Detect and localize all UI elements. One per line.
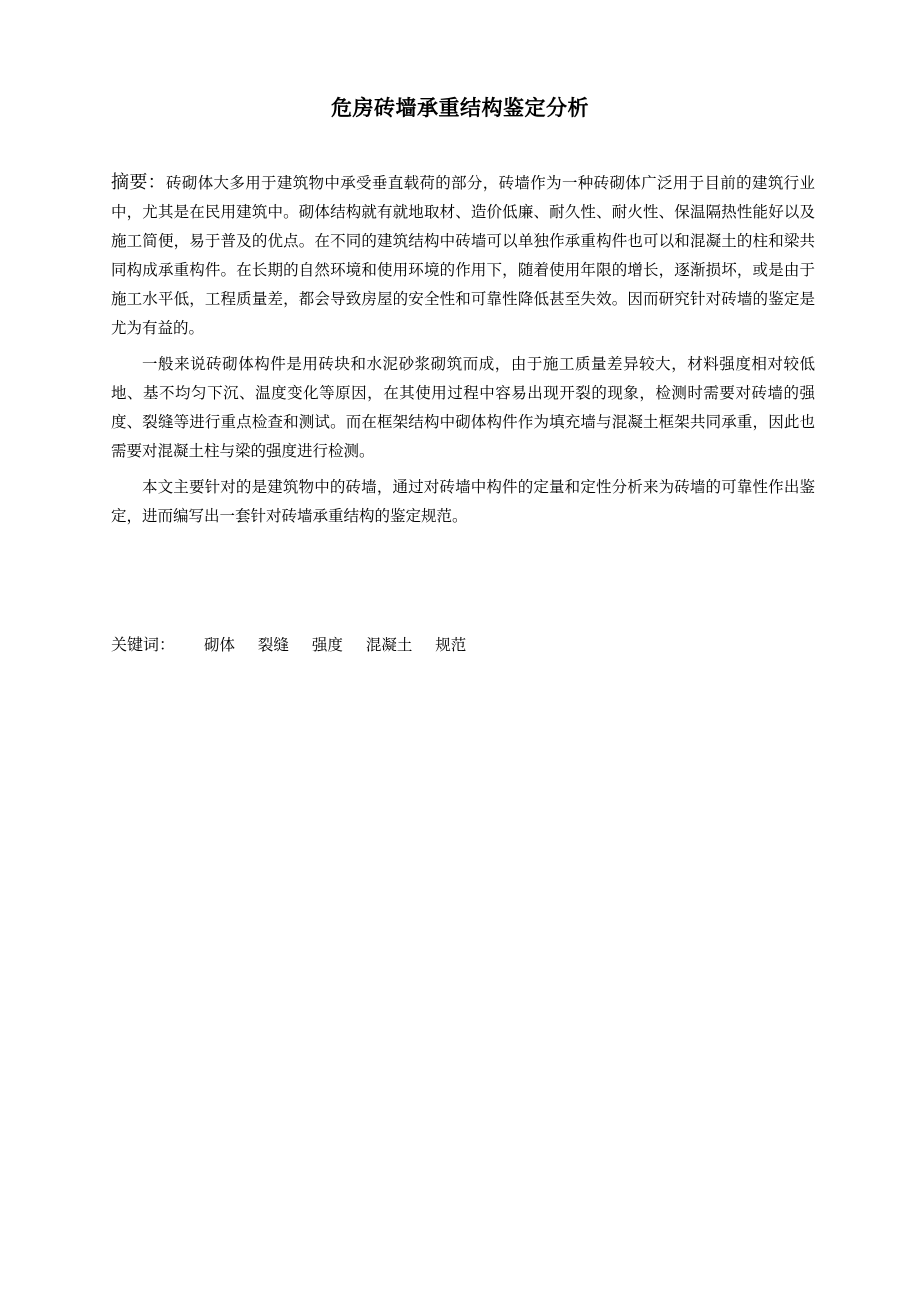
keyword-item: 砌体 [203,636,235,654]
abstract-paragraph-1 [111,168,815,343]
keyword-item: 强度 [311,636,343,654]
abstract-text-1: 砖砌体大多用于建筑物中承受垂直载荷的部分，砖墙作为一种砖砌体广泛用于目前的建筑行业中，尤其是在民用建筑中。砌体结构就有就地取材、造价低廉、耐久性、耐火性、保温隔热性能好以及施工简便，易于普及的优点。在不同的建筑结构中砖墙可以单独作承重构件也可以和混凝土的柱和梁共同构成承重构件。在长期的自然环境和使用环境的作用下，随着使用年限的增长，逐渐损坏，或是由于施工水平低，工程质量差，都会导致房屋的安全性和可靠性降低甚至失效。因而研究针对砖墙的鉴定是尤为有益的。 [111,174,815,337]
abstract-paragraph-2: 一般来说砖砌体构件是用砖块和水泥砂浆砌筑而成，由于施工质量差异较大，材料强度相对较低地、基不均匀下沉、温度变化等原因，在其使用过程中容易出现开裂的现象，检测时需要对砖墙的强度、裂缝等进行重点检查和测试。而在框架结构中砌体构件作为填充墙与混凝土框架共同承重，因此也需要对混凝土柱与梁的强度进行检测。 [111,355,815,460]
abstract-paragraph-3: 本文主要针对的是建筑物中的砖墙，通过对砖墙中构件的定量和定性分析来为砖墙的可靠性作出鉴定，进而编写出一套针对砖墙承重结构的鉴定规范。 [111,478,815,525]
document-title: 危房砖墙承重结构鉴定分析 [331,96,589,120]
keyword-item: 裂缝 [257,636,289,654]
abstract-section [111,168,815,531]
keywords-section [111,632,484,658]
keyword-item: 规范 [435,636,467,654]
keyword-item: 混凝土 [365,636,413,654]
abstract-label: 摘要： [111,172,167,193]
keywords-label: 关键词： [111,635,176,654]
